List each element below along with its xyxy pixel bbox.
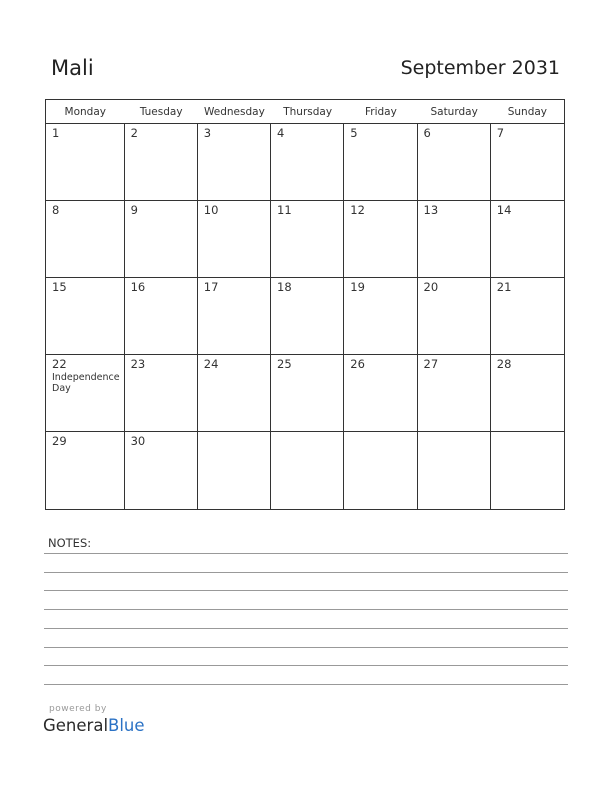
day-cell xyxy=(344,355,417,432)
day-number: 6 xyxy=(423,126,431,140)
day-number: 10 xyxy=(203,203,219,217)
powered-by-text: powered by xyxy=(49,704,107,714)
weekday-header: Wednesday xyxy=(198,100,271,124)
day-cell xyxy=(46,124,125,201)
day-number: 12 xyxy=(350,203,365,217)
day-number: 7 xyxy=(496,126,505,140)
day-cell xyxy=(271,355,344,432)
day-number: 17 xyxy=(203,280,219,294)
weekday-header: Sunday xyxy=(491,100,564,124)
day-number: 27 xyxy=(423,357,439,371)
notes-line xyxy=(44,590,568,591)
brand-general-text: General xyxy=(43,716,109,735)
day-number: 9 xyxy=(130,203,138,217)
day-cell xyxy=(271,124,344,201)
day-number: 21 xyxy=(496,280,512,294)
day-cell xyxy=(491,432,564,509)
day-number: 28 xyxy=(496,357,512,371)
day-number: 30 xyxy=(130,434,146,448)
holiday-label: Independence Day xyxy=(52,372,120,394)
month-year-title: September 2031 xyxy=(400,57,560,79)
day-cell xyxy=(344,201,417,278)
day-number: 4 xyxy=(277,126,285,140)
day-cell xyxy=(46,432,125,509)
day-number: 19 xyxy=(350,280,365,294)
notes-label: NOTES: xyxy=(48,536,92,550)
day-cell xyxy=(344,124,417,201)
day-number: 14 xyxy=(496,203,512,217)
day-cell xyxy=(125,278,198,355)
day-cell xyxy=(125,201,198,278)
day-cell xyxy=(491,278,564,355)
day-cell xyxy=(46,278,125,355)
notes-line xyxy=(44,665,568,666)
day-cell xyxy=(46,201,125,278)
day-number: 26 xyxy=(350,357,365,371)
day-cell xyxy=(418,278,491,355)
day-number: 25 xyxy=(277,357,292,371)
day-cell xyxy=(491,201,564,278)
day-cell xyxy=(46,355,125,432)
day-cell xyxy=(271,432,344,509)
day-cell xyxy=(418,201,491,278)
day-cell xyxy=(125,124,198,201)
notes-line xyxy=(44,628,568,629)
day-cell xyxy=(198,355,271,432)
weekday-header: Friday xyxy=(344,100,417,124)
notes-line xyxy=(44,647,568,648)
day-number: 18 xyxy=(277,280,292,294)
generalblue-logo xyxy=(43,716,145,735)
day-number: 1 xyxy=(52,126,60,140)
day-number: 2 xyxy=(130,126,138,140)
day-cell xyxy=(418,124,491,201)
day-number: 13 xyxy=(423,203,439,217)
weekday-header: Thursday xyxy=(271,100,344,124)
day-number: 15 xyxy=(52,280,67,294)
day-number: 11 xyxy=(277,203,292,217)
day-cell xyxy=(271,278,344,355)
day-number: 22 xyxy=(52,357,67,371)
weekday-header: Saturday xyxy=(418,100,491,124)
notes-line xyxy=(44,609,568,610)
day-number: 23 xyxy=(130,357,146,371)
day-number: 8 xyxy=(52,203,60,217)
day-number: 3 xyxy=(203,126,212,140)
country-title: Mali xyxy=(51,56,94,80)
weekday-header: Monday xyxy=(46,100,125,124)
weekday-header: Tuesday xyxy=(125,100,198,124)
day-number: 16 xyxy=(130,280,146,294)
day-cell xyxy=(491,124,564,201)
day-cell xyxy=(198,201,271,278)
day-number: 24 xyxy=(203,357,219,371)
day-cell xyxy=(344,432,417,509)
day-cell xyxy=(125,355,198,432)
day-number: 20 xyxy=(423,280,439,294)
day-cell xyxy=(491,355,564,432)
day-number: 5 xyxy=(350,126,358,140)
day-number: 29 xyxy=(52,434,67,448)
day-cell xyxy=(344,278,417,355)
day-cell xyxy=(418,432,491,509)
day-cell xyxy=(198,432,271,509)
day-cell xyxy=(418,355,491,432)
day-cell xyxy=(271,201,344,278)
notes-line xyxy=(44,553,568,554)
day-cell xyxy=(198,278,271,355)
brand-blue-text: Blue xyxy=(108,716,145,735)
day-cell xyxy=(198,124,271,201)
day-cell xyxy=(125,432,198,509)
notes-line xyxy=(44,684,568,685)
notes-line xyxy=(44,572,568,573)
calendar-grid xyxy=(45,99,565,510)
